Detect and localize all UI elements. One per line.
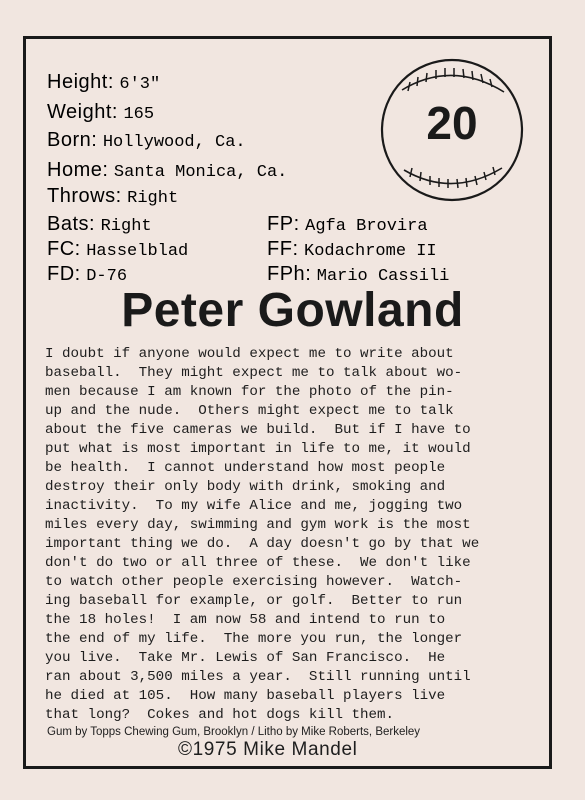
stat-weight: Weight: 165: [47, 101, 155, 124]
stat-label: FD: [47, 263, 75, 285]
stat-value: Hollywood, Ca.: [102, 133, 246, 152]
stat-label: FP: [267, 213, 294, 235]
stat-label: Weight: [47, 101, 112, 123]
bio-line: ing baseball for example, or golf. Better to run: [45, 593, 463, 609]
bio-line: about the five cameras we build. But if I have to: [45, 422, 471, 438]
stat-value: D-76: [86, 267, 128, 286]
stat-label: FPh: [267, 263, 306, 285]
bio-line: he died at 105. How many baseball players live: [45, 688, 446, 704]
stat-ff: FF: Kodachrome II: [267, 238, 437, 261]
stat-fc: FC: Hasselblad: [47, 238, 189, 261]
stat-throws: Throws: Right: [47, 185, 179, 208]
bio-line: important thing we do. A day doesn't go by that we: [45, 536, 480, 552]
stat-home: Home: Santa Monica, Ca.: [47, 159, 288, 182]
bio-line: destroy their only body with drink, smoking and: [45, 479, 446, 495]
bio-text: [45, 345, 545, 725]
stat-value: Right: [127, 189, 179, 208]
bio-line: I doubt if anyone would expect me to write about: [45, 346, 454, 362]
stat-value: Santa Monica, Ca.: [113, 163, 288, 182]
stat-value: Agfa Brovira: [305, 217, 428, 236]
stat-value: Hasselblad: [86, 242, 189, 261]
stat-label: FF: [267, 238, 293, 260]
stat-value: Right: [100, 217, 152, 236]
bio-line: be health. I cannot understand how most people: [45, 460, 446, 476]
stat-fp: FP: Agfa Brovira: [267, 213, 428, 236]
player-name: Peter Gowland: [121, 284, 464, 337]
stat-value: 6'3": [119, 75, 161, 94]
card-number: 20: [426, 97, 478, 149]
bio-line: to watch other people exercising however. Watch-: [45, 574, 463, 590]
stat-born: Born: Hollywood, Ca.: [47, 129, 246, 152]
stat-fd: FD: D-76: [47, 263, 128, 286]
stat-value: 165: [123, 105, 155, 124]
bio-line: put what is most important in life to me, it would: [45, 441, 471, 457]
printing-credit: Gum by Topps Chewing Gum, Brooklyn / Litho by Mike Roberts, Berkeley: [47, 726, 421, 738]
stat-label: Born: [47, 129, 92, 151]
bio-line: miles every day, swimming and gym work is the most: [45, 517, 471, 533]
bio-line: men because I am known for the photo of the pin-: [45, 384, 454, 400]
stat-fph: FPh: Mario Cassili: [267, 263, 450, 286]
bio-line: that long? Cokes and hot dogs kill them.: [45, 707, 395, 723]
stat-value: Mario Cassili: [316, 267, 450, 286]
stat-label: Home: [47, 159, 103, 181]
bio-line: inactivity. To my wife Alice and me, jogging two: [45, 498, 463, 514]
stat-bats: Bats: Right: [47, 213, 152, 236]
bio-line: don't do two or all three of these. We don't like: [45, 555, 471, 571]
stat-label: Throws: [47, 185, 116, 207]
bio-line: up and the nude. Others might expect me to talk: [45, 403, 454, 419]
stat-label: Bats: [47, 213, 90, 235]
bio-line: you live. Take Mr. Lewis of San Francisco. He: [45, 650, 446, 666]
copyright-line: ©1975 Mike Mandel: [178, 739, 358, 760]
stat-height: Height: 6'3": [47, 71, 161, 94]
bio-line: ran about 3,500 miles a year. Still running until: [45, 669, 471, 685]
stat-label: Height: [47, 71, 108, 93]
bio-line: the 18 holes! I am now 58 and intend to run to: [45, 612, 446, 628]
stat-label: FC: [47, 238, 75, 260]
bio-line: baseball. They might expect me to talk about wo-: [45, 365, 463, 381]
bio-line: the end of my life. The more you run, the longer: [45, 631, 463, 647]
stat-value: Kodachrome II: [304, 242, 437, 261]
